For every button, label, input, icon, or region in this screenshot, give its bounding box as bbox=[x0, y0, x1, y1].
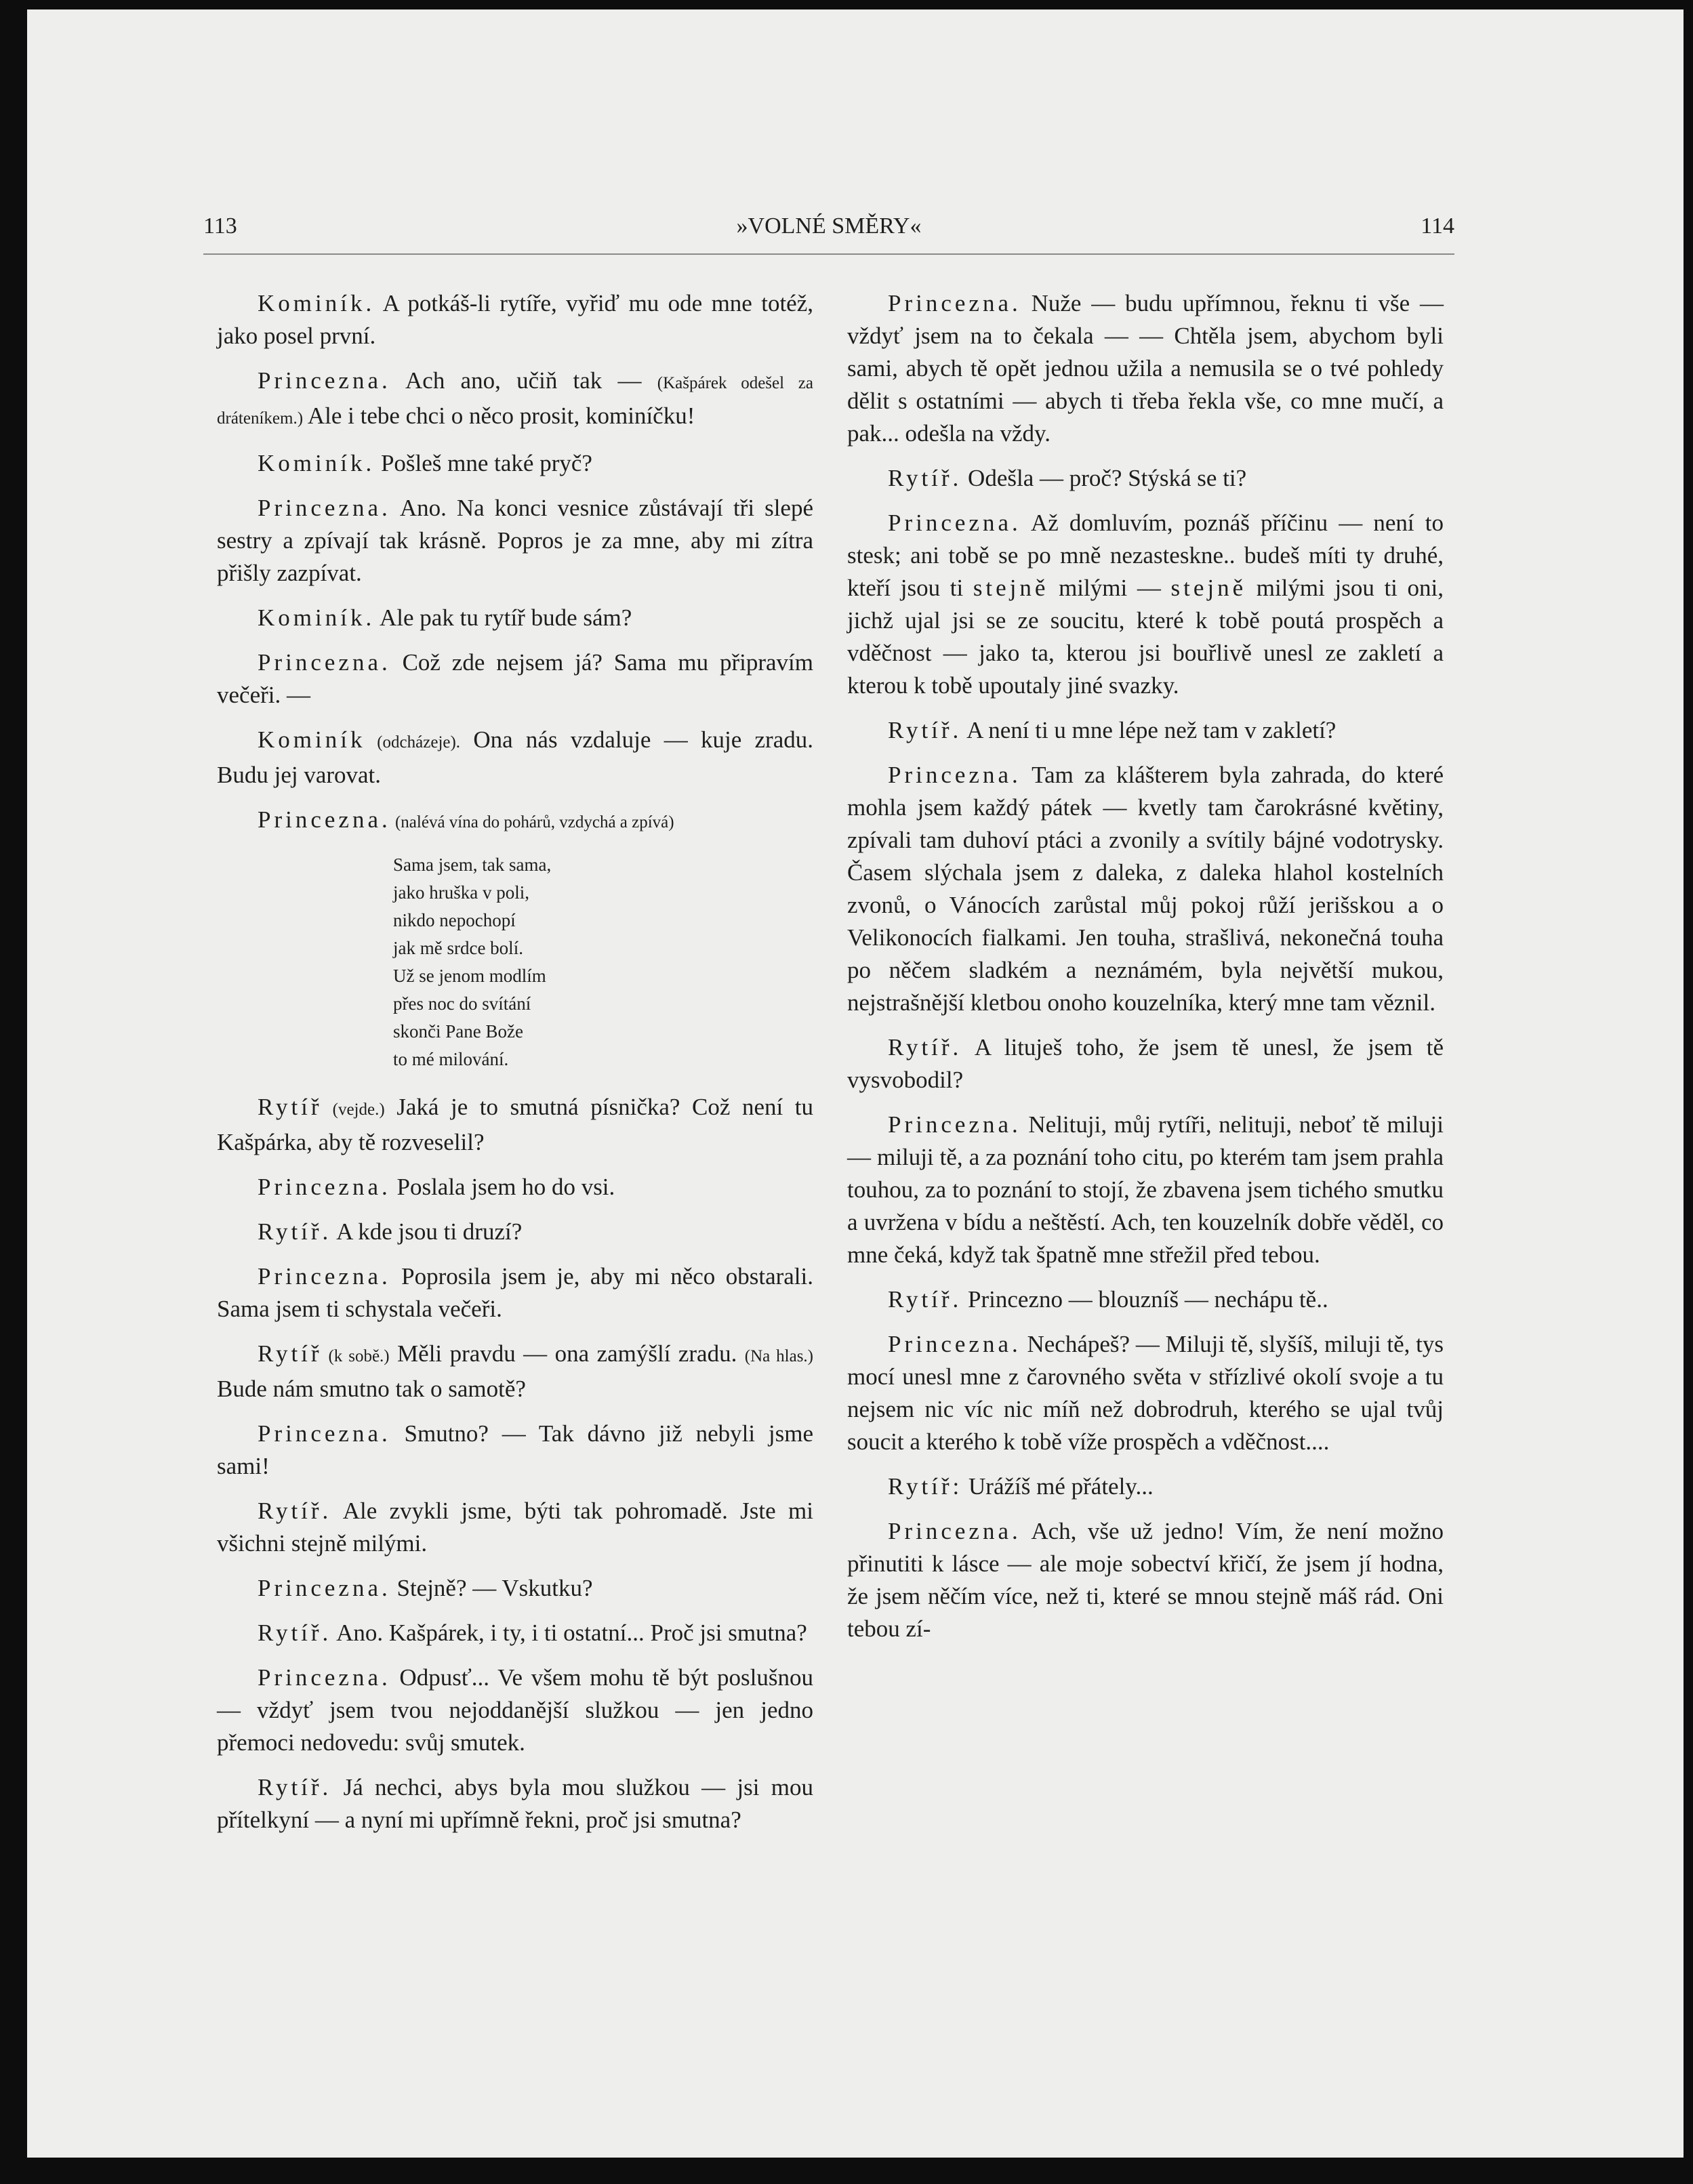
dialogue-paragraph bbox=[217, 804, 813, 839]
speaker-name: Rytíř. bbox=[888, 1034, 962, 1060]
dialogue-text: Nuže — budu upřímnou, řeknu ti vše — vždyť jsem na to čekala — — Chtěla jsem, abychom byli sami, abych tě opět jednou užila a nemusila se o tvé pohledy dělit s ostatními — abych ti třeba řekla vše, co mne mučí, a pak... odešla na vždy. bbox=[847, 290, 1444, 447]
verse-line: přes noc do svítání bbox=[393, 993, 531, 1014]
dialogue-paragraph bbox=[847, 1283, 1444, 1316]
dialogue-paragraph bbox=[847, 462, 1444, 495]
dialogue-text: A potkáš-li rytíře, vyřiď mu ode mne totéž, jako posel první. bbox=[217, 290, 813, 349]
speaker-name: Rytíř. bbox=[258, 1620, 332, 1646]
speaker-name: Princezna. bbox=[258, 1174, 391, 1200]
speaker-name: Princezna. bbox=[258, 649, 391, 676]
speaker-name: Rytíř. bbox=[258, 1774, 332, 1800]
dialogue-text: milými — bbox=[1048, 575, 1171, 601]
emphasized-word: stejně bbox=[1170, 575, 1247, 601]
dialogue-paragraph bbox=[847, 1515, 1444, 1645]
stage-direction: (vejde.) bbox=[322, 1100, 385, 1119]
dialogue-text: Ale i tebe chci o něco prosit, kominíčku! bbox=[303, 403, 695, 429]
dialogue-text: Poslala jsem ho do vsi. bbox=[390, 1174, 615, 1200]
dialogue-paragraph bbox=[217, 1495, 813, 1560]
speaker-name: Rytíř. bbox=[258, 1218, 332, 1245]
dialogue-text: Ano. Na konci vesnice zůstávají tři slepé sestry a zpívají tak krásně. Popros je za mne, aby mi zítra přišly zazpívat. bbox=[217, 495, 813, 586]
dialogue-text: Ale pak tu rytíř bude sám? bbox=[375, 604, 632, 631]
speaker-name: Princezna. bbox=[888, 290, 1021, 316]
speaker-name: Kominík bbox=[258, 726, 366, 753]
dialogue-paragraph bbox=[847, 1470, 1444, 1503]
verse-line: nikdo nepochopí bbox=[393, 910, 516, 930]
stage-direction: (Kašpárek odešel za dráteníkem.) bbox=[217, 374, 813, 428]
dialogue-text: A kde jsou ti druzí? bbox=[331, 1218, 523, 1245]
dialogue-text: Pošleš mne také pryč? bbox=[375, 450, 592, 476]
speaker-name: Rytíř. bbox=[888, 1286, 962, 1313]
dialogue-paragraph bbox=[847, 759, 1444, 1019]
dialogue-paragraph bbox=[847, 507, 1444, 702]
dialogue-paragraph bbox=[217, 365, 813, 435]
verse-line: jak mě srdce bolí. bbox=[393, 938, 523, 958]
speaker-name: Rytíř. bbox=[888, 465, 962, 491]
speaker-name: Princezna. bbox=[258, 1575, 391, 1601]
speaker-name: Princezna. bbox=[258, 1263, 391, 1290]
dialogue-paragraph bbox=[217, 724, 813, 791]
dialogue-paragraph bbox=[217, 1338, 813, 1405]
dialogue-text: Což zde nejsem já? Sama mu připravím večeři. — bbox=[217, 649, 813, 708]
dialogue-text: Ach ano, učiň tak — bbox=[390, 367, 657, 394]
dialogue-text: Poprosila jsem je, aby mi něco obstarali. Sama jsem ti schystala večeři. bbox=[217, 1263, 813, 1322]
dialogue-text: Ona nás vzdaluje — kuje zradu. Budu jej varovat. bbox=[217, 726, 813, 788]
dialogue-text: Nelituji, můj rytíři, nelituji, neboť tě miluji — miluji tě, a za poznání toho citu, po kterém tam jsem prahla touhou, za to poznání to stojí, že zbavena jsem tichého smutku a uvržena v bídu a neštěstí. Ach, ten kouzelník dobře věděl, co mne čeká, když tak špatně mne střežil před tebou. bbox=[847, 1111, 1444, 1268]
speaker-name: Princezna. bbox=[888, 1518, 1021, 1544]
dialogue-text: Princezno — blouzníš — nechápu tě.. bbox=[962, 1286, 1328, 1313]
stage-direction: (odcházeje). bbox=[365, 733, 461, 751]
dialogue-text: Já nechci, abys byla mou služkou — jsi mou přítelkyní — a nyní mi upřímně řekni, proč jsi smutna? bbox=[217, 1774, 813, 1833]
book-page bbox=[27, 9, 1684, 2158]
dialogue-paragraph bbox=[217, 646, 813, 712]
verse-line: Už se jenom modlím bbox=[393, 966, 546, 986]
running-title: »VOLNÉ SMĚRY« bbox=[736, 213, 922, 239]
dialogue-text: Smutno? — Tak dávno již nebyli jsme sami! bbox=[217, 1420, 813, 1479]
dialogue-text: Ale zvykli jsme, býti tak pohromadě. Jste mi všichni stejně milými. bbox=[217, 1498, 813, 1557]
dialogue-paragraph bbox=[217, 287, 813, 352]
page-header bbox=[203, 213, 1454, 255]
verse-line: Sama jsem, tak sama, bbox=[393, 854, 552, 875]
dialogue-text: Stejně? — Vskutku? bbox=[390, 1575, 593, 1601]
stage-direction: (k sobě.) bbox=[322, 1347, 390, 1365]
dialogue-paragraph bbox=[217, 492, 813, 590]
dialogue-paragraph bbox=[217, 1418, 813, 1483]
song-verse bbox=[393, 851, 813, 1073]
dialogue-paragraph bbox=[847, 1328, 1444, 1458]
dialogue-paragraph bbox=[847, 287, 1444, 450]
verse-line: skonči Pane Bože bbox=[393, 1021, 523, 1042]
dialogue-text: Tam za klášterem byla zahrada, do které mohla jsem každý pátek — kvetly tam čarokrásné květiny, zpívali tam duhoví ptáci a zvonily a svítily bájné vodotrysky. Časem slýchala jsem z daleka, z daleka hlahol kostelních zvonů, o Vánocích zarůstal můj pokoj růží jerišskou a o Velikonocích fialkami. Jen touha, strašlivá, nekonečná touha po něčem sladkém a neznámém, byla největší mukou, nejstrašnější kletbou onoho kouzelníka, který mne tam věznil. bbox=[847, 762, 1444, 1016]
speaker-name: Princezna. bbox=[888, 1331, 1021, 1357]
dialogue-text: Ach, vše už jedno! Vím, že není možno přinutiti k lásce — ale moje sobectví křičí, že jsem jí hodna, že jsem něčím více, než ti, které se mnou stejně máš rád. Oni tebou zí- bbox=[847, 1518, 1444, 1642]
left-column bbox=[217, 287, 813, 1849]
dialogue-text: Urážíš mé přátely... bbox=[962, 1473, 1154, 1500]
dialogue-text: Odešla — proč? Stýská se ti? bbox=[962, 465, 1247, 491]
dialogue-text: Nechápeš? — Miluji tě, slyšíš, miluji tě, tys mocí unesl mne z čarovného světa v střízlivé okolí svoje a tu nejsem nic víc nic míň než dobrodruh, kterého se ujal tvůj soucit a kterého k tobě víže prospěch a vděčnost.... bbox=[847, 1331, 1444, 1455]
speaker-name: Rytíř. bbox=[888, 717, 962, 743]
emphasized-word: stejně bbox=[973, 575, 1049, 601]
speaker-name: Kominík. bbox=[258, 290, 375, 316]
dialogue-text: Jaká je to smutná písnička? Což není tu Kašpárka, aby tě rozveselil? bbox=[217, 1094, 813, 1155]
speaker-name: Kominík. bbox=[258, 450, 375, 476]
dialogue-paragraph bbox=[217, 1260, 813, 1325]
dialogue-text: A není ti u mne lépe než tam v zakletí? bbox=[962, 717, 1337, 743]
dialogue-paragraph bbox=[217, 447, 813, 480]
dialogue-paragraph bbox=[217, 1171, 813, 1203]
speaker-name: Princezna. bbox=[888, 1111, 1021, 1138]
speaker-name: Princezna. bbox=[258, 806, 391, 833]
verse-line: jako hruška v poli, bbox=[393, 882, 529, 903]
dialogue-paragraph bbox=[217, 1572, 813, 1605]
dialogue-text: A lituješ toho, že jsem tě unesl, že jsem tě vysvobodil? bbox=[847, 1034, 1444, 1093]
dialogue-paragraph bbox=[847, 714, 1444, 747]
speaker-name: Rytíř bbox=[258, 1340, 323, 1367]
speaker-name: Princezna. bbox=[258, 495, 391, 521]
speaker-name: Princezna. bbox=[258, 367, 391, 394]
dialogue-text: Měli pravdu — ona zamýšlí zradu. bbox=[389, 1340, 745, 1367]
dialogue-paragraph bbox=[217, 1617, 813, 1649]
speaker-name: Princezna. bbox=[258, 1420, 391, 1447]
right-column bbox=[847, 287, 1444, 1657]
speaker-name: Princezna. bbox=[888, 762, 1021, 788]
speaker-name: Rytíř: bbox=[888, 1473, 963, 1500]
page-number-right: 114 bbox=[1421, 213, 1454, 239]
verse-line: to mé milování. bbox=[393, 1049, 509, 1069]
dialogue-text: Až domluvím, poznáš příčinu — není to stesk; ani tobě se po mně nezasteskne.. budeš míti ty druhé, kteří jsou ti bbox=[847, 510, 1444, 601]
stage-direction: (Na hlas.) bbox=[744, 1347, 813, 1365]
speaker-name: Rytíř bbox=[258, 1094, 323, 1120]
dialogue-text: Ano. Kašpárek, i ty, i ti ostatní... Proč jsi smutna? bbox=[331, 1620, 807, 1646]
speaker-name: Princezna. bbox=[888, 510, 1021, 536]
speaker-name: Kominík. bbox=[258, 604, 375, 631]
dialogue-text: Bude nám smutno tak o samotě? bbox=[217, 1376, 526, 1402]
dialogue-paragraph bbox=[847, 1031, 1444, 1096]
speaker-name: Princezna. bbox=[258, 1664, 391, 1691]
speaker-name: Rytíř. bbox=[258, 1498, 332, 1524]
stage-direction: (nalévá vína do pohárů, vzdychá a zpívá) bbox=[390, 813, 674, 831]
dialogue-paragraph bbox=[217, 602, 813, 634]
dialogue-paragraph bbox=[217, 1091, 813, 1159]
page-number-left: 113 bbox=[203, 213, 237, 239]
dialogue-paragraph bbox=[217, 1216, 813, 1248]
dialogue-paragraph bbox=[217, 1771, 813, 1836]
dialogue-paragraph bbox=[217, 1662, 813, 1759]
dialogue-text: Odpusť... Ve všem mohu tě být poslušnou — vždyť jsem tvou nejoddanější služkou — jen jedno přemoci nedovedu: svůj smutek. bbox=[217, 1664, 813, 1756]
dialogue-text: milými jsou ti oni, jichž ujal jsi se ze soucitu, které k tobě poutá prospěch a vděčnost — jako ta, kterou jsi bouřlivě unesl ze zakletí a kterou k tobě upoutaly jiné svazky. bbox=[847, 575, 1444, 699]
dialogue-paragraph bbox=[847, 1109, 1444, 1271]
